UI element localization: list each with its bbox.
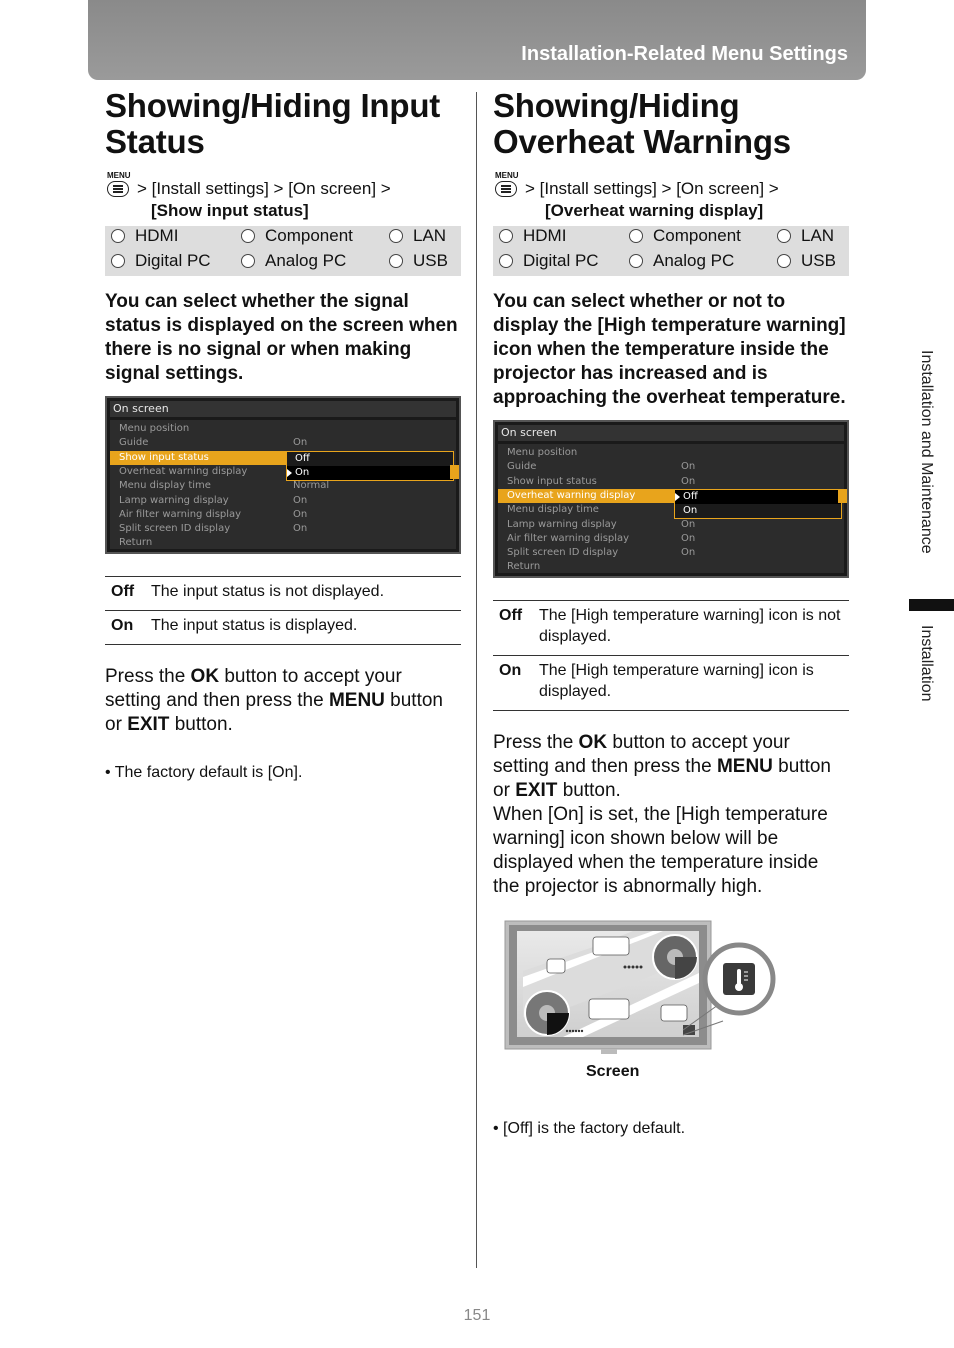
osd-title: On screen [110, 401, 456, 417]
osd-row: Overheat warning display [119, 465, 248, 477]
input-analog-pc: Analog PC [241, 251, 346, 271]
input-component: Component [629, 226, 741, 246]
column-divider [476, 92, 477, 1268]
section-heading: Showing/Hiding Input Status [105, 87, 441, 160]
section-heading: Showing/Hiding Overheat Warnings [493, 87, 791, 160]
osd-row: Show input status On [507, 475, 696, 487]
menu-path-item: [Show input status] [151, 201, 309, 220]
osd-row: Air filter warning display On [507, 532, 696, 544]
circle-icon [389, 229, 403, 243]
menu-path [493, 171, 849, 220]
page-number: 151 [463, 1307, 491, 1324]
right-column [493, 88, 849, 1139]
osd-option: On [683, 504, 698, 516]
input-component: Component [241, 226, 353, 246]
circle-icon [241, 229, 255, 243]
osd-row: Split screen ID display On [119, 523, 308, 535]
page-header [88, 0, 866, 80]
side-tab-subsection: Installation [918, 625, 935, 702]
osd-option-selected: Off [675, 490, 841, 504]
osd-row: Lamp warning display On [119, 494, 308, 506]
osd-row: Guide On [507, 461, 696, 473]
caret-right-icon [675, 493, 680, 501]
osd-screenshot [493, 420, 849, 578]
osd-row: Menu position [507, 447, 578, 458]
circle-icon [241, 254, 255, 268]
input-digital-pc: Digital PC [111, 251, 211, 271]
menu-path [105, 171, 461, 220]
osd-row: Menu display time [507, 504, 599, 516]
table-row: Off The input status is not displayed. [105, 577, 461, 611]
circle-icon [777, 254, 791, 268]
input-hdmi: HDMI [111, 226, 178, 246]
options-table [105, 576, 461, 645]
lead-text: You can select whether or not to display the [High temperature warning] icon when the temperature inside the projector has increased and is approaching the overheat temperature. [493, 291, 846, 408]
circle-icon [777, 229, 791, 243]
input-lan: LAN [389, 226, 446, 246]
circle-icon [499, 254, 513, 268]
osd-row: Return [119, 537, 153, 549]
left-column [105, 88, 461, 783]
circle-icon [111, 229, 125, 243]
input-availability [105, 226, 461, 276]
projection-screen-figure [503, 917, 803, 1067]
press-instruction: Press the OK button to accept your setting and then press the MENU button or EXIT button. [493, 732, 831, 801]
when-on-text: When [On] is set, the [High temperature warning] icon shown below will be displayed when the temperature inside the projector is abnormally high. [493, 804, 828, 897]
menu-button-icon [105, 172, 131, 198]
side-tab-marker [909, 599, 954, 611]
circle-icon [629, 229, 643, 243]
osd-row-selected: Show input status [110, 451, 286, 465]
osd-dropdown [286, 451, 454, 481]
input-hdmi: HDMI [499, 226, 566, 246]
osd-row: Split screen ID display On [507, 547, 696, 559]
press-instruction: Press the OK button to accept your setting and then press the MENU button or EXIT button. [105, 666, 443, 735]
osd-row-selected: Overheat warning display [498, 489, 674, 503]
input-usb: USB [389, 251, 448, 271]
menu-path-line: > [Install settings] > [On screen] > [525, 179, 779, 198]
side-tab-section: Installation and Maintenance [918, 350, 935, 554]
table-row: On The input status is displayed. [105, 611, 461, 645]
default-note: • [Off] is the factory default. [493, 1120, 686, 1137]
table-row: Off The [High temperature warning] icon is not displayed. [493, 601, 849, 656]
input-availability [493, 226, 849, 276]
osd-row: Lamp warning display On [507, 518, 696, 530]
input-digital-pc: Digital PC [499, 251, 599, 271]
table-row: On The [High temperature warning] icon is displayed. [493, 656, 849, 711]
circle-icon [499, 229, 513, 243]
osd-row: Air filter warning display On [119, 508, 308, 520]
menu-icon-label: MENU [495, 171, 519, 180]
lead-text: You can select whether the signal status is displayed on the screen when there is no signal or when making signal settings. [105, 291, 458, 384]
osd-screenshot [105, 396, 461, 554]
osd-dropdown [674, 489, 842, 519]
osd-option: Off [295, 452, 310, 464]
menu-path-line: > [Install settings] > [On screen] > [137, 179, 391, 198]
osd-option-selected: On [287, 466, 453, 480]
screen-illustration [493, 915, 849, 1085]
circle-icon [389, 254, 403, 268]
caret-right-icon [287, 469, 292, 477]
options-table [493, 600, 849, 711]
osd-row: Guide On [119, 437, 308, 449]
menu-path-item: [Overheat warning display] [545, 201, 764, 220]
header-title: Installation-Related Menu Settings [521, 43, 848, 65]
menu-button-icon [493, 172, 519, 198]
circle-icon [111, 254, 125, 268]
osd-row: Menu position [119, 423, 190, 434]
figure-caption: Screen [586, 1063, 640, 1080]
default-note: • The factory default is [On]. [105, 764, 303, 781]
input-analog-pc: Analog PC [629, 251, 734, 271]
circle-icon [629, 254, 643, 268]
input-lan: LAN [777, 226, 834, 246]
osd-row: Return [507, 561, 541, 573]
osd-row: Menu display time Normal [119, 480, 330, 492]
osd-title: On screen [498, 425, 844, 441]
menu-icon-label: MENU [107, 171, 131, 180]
input-usb: USB [777, 251, 836, 271]
